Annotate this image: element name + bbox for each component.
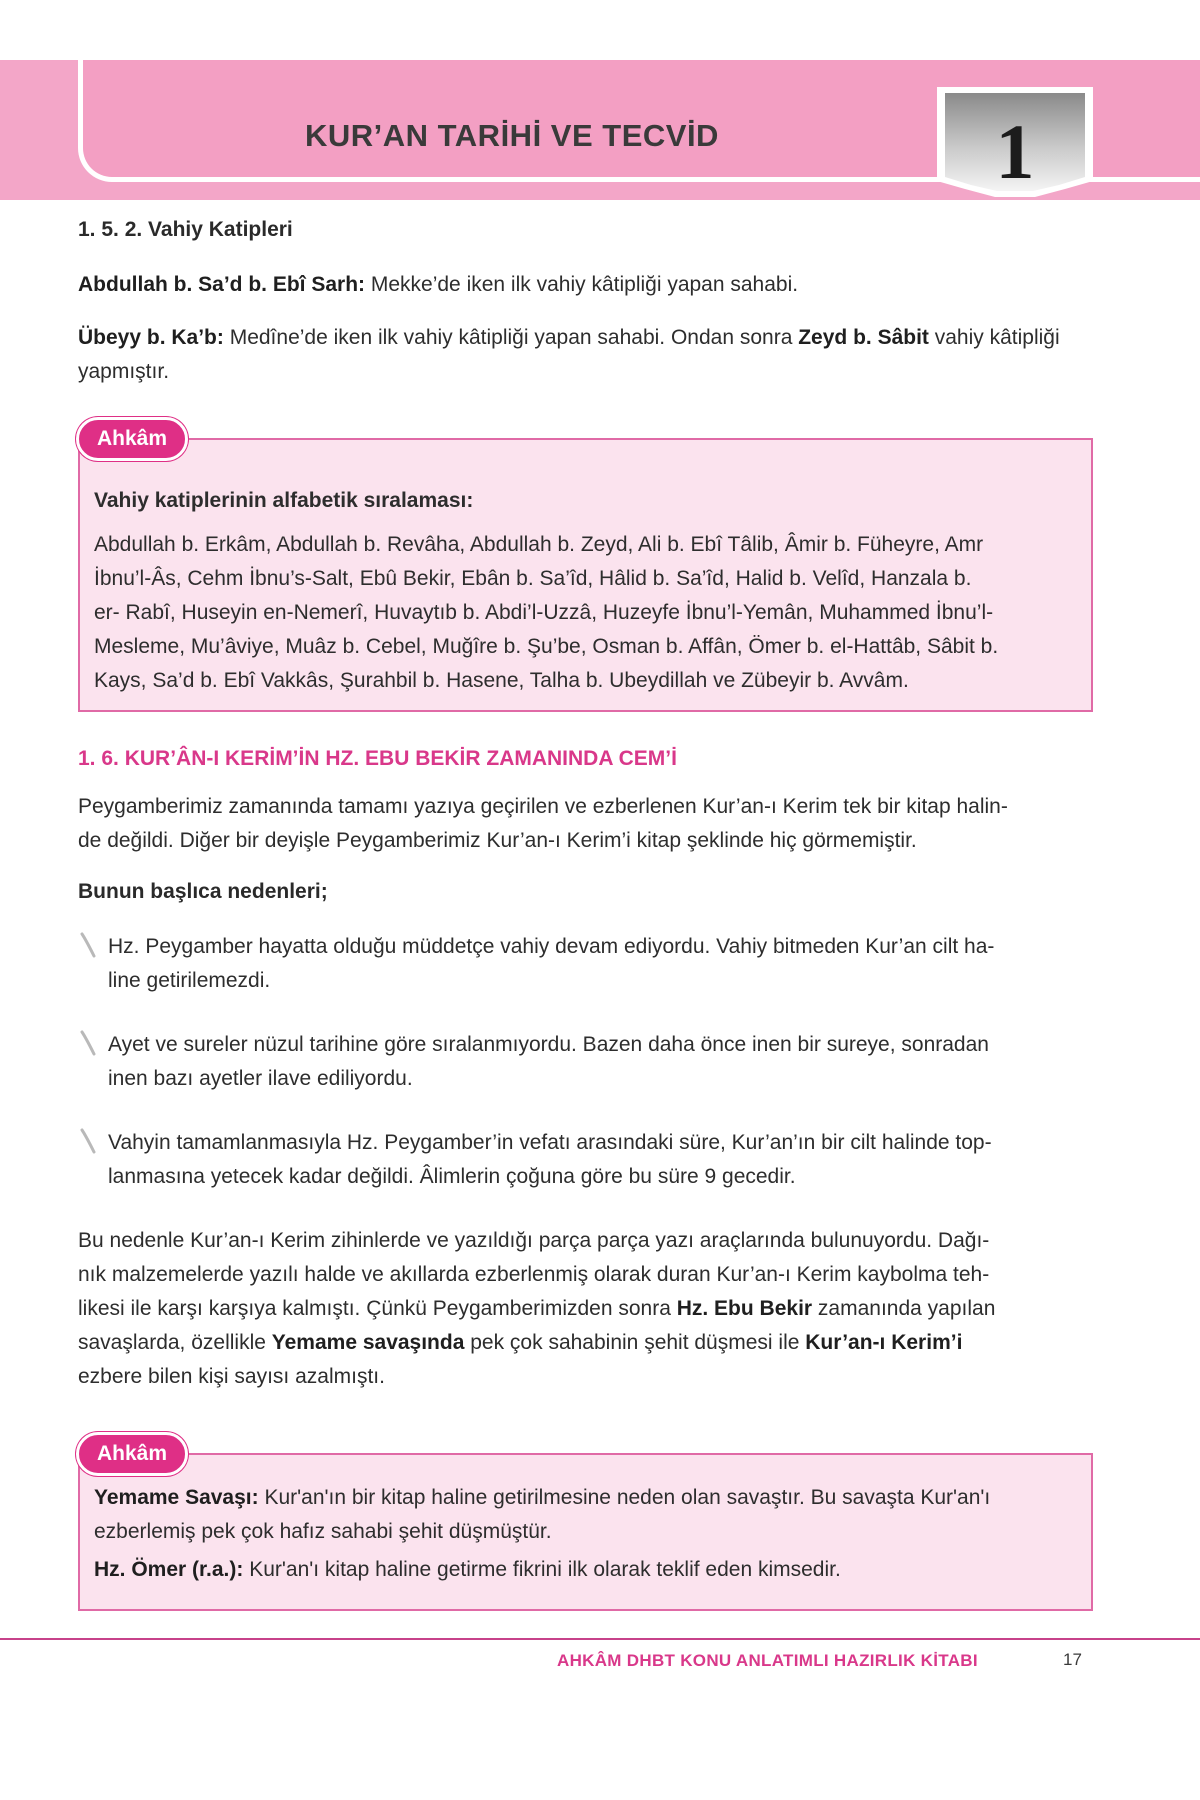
term-kuran-i-kerim: Kur’an-ı Kerim’i — [805, 1331, 963, 1354]
term-abdullah: Abdullah b. Sa’d b. Ebî Sarh: — [78, 273, 366, 296]
footer-rule — [0, 1638, 1200, 1640]
definition-yemame-a: Kur'an'ın bir kitap haline getirilmesine neden olan savaştır. Bu savaşta Kur'an'ı — [258, 1486, 991, 1509]
term-yemame-savasi: Yemame savaşında — [271, 1331, 465, 1354]
definition-abdullah: Mekke’de iken ilk vahiy kâtipliği yapan sahabi. — [365, 273, 799, 296]
paragraph-abdullah — [78, 268, 1100, 302]
para-line-4-a: savaşlarda, özellikle — [78, 1331, 272, 1354]
ahkam-box2-item2 — [94, 1553, 1079, 1587]
para-line-3-a: likesi ile karşı karşıya kalmıştı. Çünkü Peygamberimizden sonra — [78, 1297, 677, 1320]
para-line-5: ezbere bilen kişi sayısı azalmıştı. — [78, 1365, 385, 1388]
paragraph-ubeyy — [78, 321, 1100, 389]
ahkam-box-yemame — [78, 1453, 1093, 1611]
reason-3-line-2: lanmasına yetecek kadar değildi. Âlimlerin çoğuna göre bu süre 9 gecedir. — [108, 1165, 796, 1188]
chapter-badge — [935, 85, 1095, 203]
term-yemame: Yemame Savaşı: — [94, 1486, 259, 1509]
reason-1-line-1: Hz. Peygamber hayatta olduğu müddetçe vahiy devam ediyordu. Vahiy bitmeden Kur’an cilt ha- — [108, 935, 995, 958]
para-line-4-b: pek çok sahabinin şehit düşmesi ile — [464, 1331, 806, 1354]
ahkam-box1-line-3: er- Rabî, Huseyin en-Nemerî, Huvaytıb b. Abdi’l-Uzzâ, Huzeyfe İbnu’l-Yemân, Muhammed İbnu’l- — [94, 601, 994, 624]
section-heading-cem: 1. 6. KUR’ÂN-I KERİM’İN HZ. EBU BEKİR ZAMANINDA CEM’İ — [78, 747, 677, 770]
definition-ubeyy-b: vahiy kâtipliği yapmıştır. — [78, 326, 1060, 383]
reason-2-line-2: inen bazı ayetler ilave ediliyordu. — [108, 1067, 413, 1090]
reason-1-line-2: line getirilemezdi. — [108, 969, 271, 992]
section-heading-vahiy-katipleri: 1. 5. 2. Vahiy Katipleri — [78, 218, 293, 241]
footer-book-title: AHKÂM DHBT KONU ANLATIMLI HAZIRLIK KİTABI — [557, 1651, 978, 1670]
reasons-heading: Bunun başlıca nedenleri; — [78, 880, 328, 903]
ahkam-box2-item1 — [94, 1481, 1079, 1515]
para-line-4 — [78, 1326, 1100, 1360]
term-hz-omer: Hz. Ömer (r.a.): — [94, 1558, 244, 1581]
term-hz-ebu-bekir: Hz. Ebu Bekir — [676, 1297, 813, 1320]
ahkam-tag-1: Ahkâm — [76, 417, 188, 461]
definition-hz-omer: Kur'an'ı kitap haline getirme fikrini ilk olarak teklif eden kimsedir. — [243, 1558, 841, 1581]
ahkam-box1-line-1: Abdullah b. Erkâm, Abdullah b. Revâha, Abdullah b. Zeyd, Ali b. Ebî Tâlib, Âmir b. Füheyre, Amr — [94, 533, 984, 556]
definition-yemame-b: ezberlemiş pek çok hafız sahabi şehit düşmüştür. — [94, 1520, 552, 1543]
quill-stroke-icon — [80, 1128, 96, 1154]
intro-line-1: Peygamberimiz zamanında tamamı yazıya geçirilen ve ezberlenen Kur’an-ı Kerim tek bir kitap halin- — [78, 795, 1008, 818]
ahkam-box1-line-5: Kays, Sa’d b. Ebî Vakkâs, Şurahbil b. Hasene, Talha b. Ubeydillah ve Zübeyir b. Avvâm. — [94, 669, 909, 692]
ahkam-box1-title: Vahiy katiplerinin alfabetik sıralaması: — [94, 489, 474, 512]
ahkam-box1-line-4: Mesleme, Mu’âviye, Muâz b. Cebel, Muğîre b. Şu’be, Osman b. Affân, Ömer b. el-Hattâb, Sâbit b. — [94, 635, 999, 658]
intro-line-2: de değildi. Diğer bir deyişle Peygamberimiz Kur’an-ı Kerim’i kitap şeklinde hiç görmemiştir. — [78, 829, 917, 852]
quill-stroke-icon — [80, 932, 96, 958]
para-line-3-b: zamanında yapılan — [812, 1297, 996, 1320]
ahkam-tag-2: Ahkâm — [76, 1432, 188, 1476]
chapter-number: 1 — [995, 108, 1035, 195]
term-zeyd: Zeyd b. Sâbit — [798, 326, 929, 349]
page-number: 17 — [1063, 1650, 1082, 1669]
ahkam-box1-line-2: İbnu’l-Âs, Cehm İbnu’s-Salt, Ebû Bekir, Ebân b. Sa’îd, Hâlid b. Sa’îd, Halid b. Velîd, Hanzala b. — [94, 567, 972, 590]
reason-3-line-1: Vahyin tamamlanmasıyla Hz. Peygamber’in vefatı arasındaki süre, Kur’an’ın bir cilt halinde top- — [108, 1131, 992, 1154]
chapter-title: KUR’AN TARİHİ VE TECVİD — [305, 118, 719, 153]
para-line-3 — [78, 1292, 1100, 1326]
quill-stroke-icon — [80, 1030, 96, 1056]
reason-2-line-1: Ayet ve sureler nüzul tarihine göre sıralanmıyordu. Bazen daha önce inen bir sureye, sonradan — [108, 1033, 989, 1056]
ahkam-box-katipler — [78, 438, 1093, 712]
definition-ubeyy-a: Medîne’de iken ilk vahiy kâtipliği yapan sahabi. Ondan sonra — [223, 326, 799, 349]
term-ubeyy: Übeyy b. Ka’b: — [78, 326, 224, 349]
para-line-1: Bu nedenle Kur’an-ı Kerim zihinlerde ve yazıldığı parça parça yazı araçlarında bulunuyordu. Dağı- — [78, 1229, 990, 1252]
para-line-2: nık malzemelerde yazılı halde ve akıllarda ezberlenmiş olarak duran Kur’an-ı Kerim kaybolma teh- — [78, 1263, 990, 1286]
